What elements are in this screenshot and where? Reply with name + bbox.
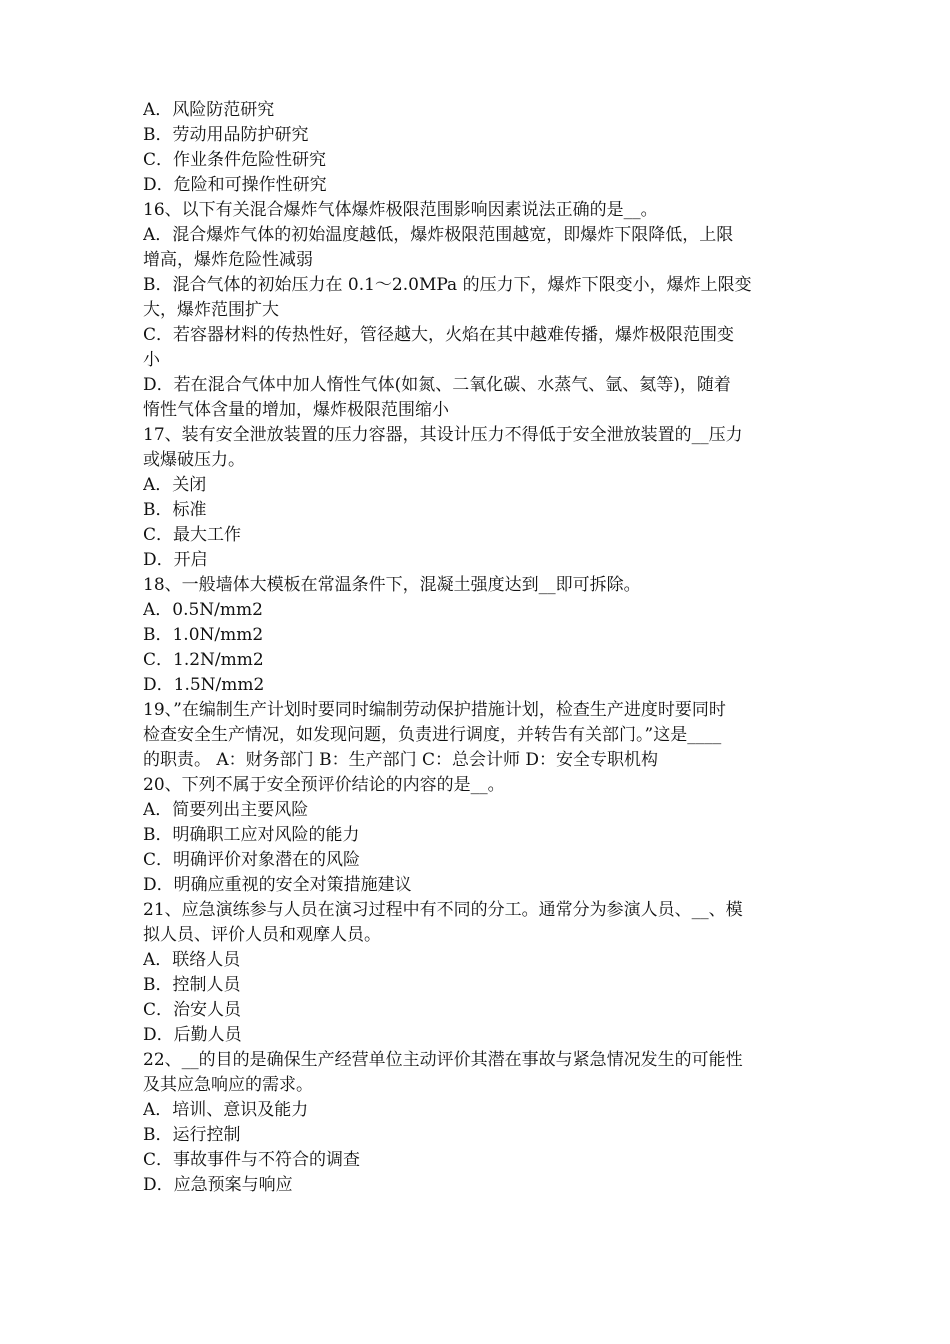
text-line: 16、以下有关混合爆炸气体爆炸极限范围影响因素说法正确的是__。 [143, 200, 658, 220]
text-line: D．1.5N/mm2 [143, 675, 265, 695]
text-line: C．治安人员 [143, 1000, 242, 1020]
text-line: 18、一般墙体大模板在常温条件下，混凝土强度达到__即可拆除。 [143, 575, 641, 595]
text-line: C．1.2N/mm2 [143, 650, 264, 670]
text-line: D．明确应重视的安全对策措施建议 [143, 875, 412, 895]
text-line: B．运行控制 [143, 1125, 241, 1145]
text-line: A．混合爆炸气体的初始温度越低，爆炸极限范围越宽，即爆炸下限降低，上限 [143, 225, 734, 245]
text-line: 增高，爆炸危险性减弱 [143, 250, 313, 270]
text-line: C．若容器材料的传热性好，管径越大，火焰在其中越难传播，爆炸极限范围变 [143, 325, 735, 345]
text-line: B．明确职工应对风险的能力 [143, 825, 360, 845]
text-line: 检查安全生产情况，如发现问题，负责进行调度，并转告有关部门。”这是____ [143, 725, 722, 745]
text-line: B．控制人员 [143, 975, 241, 995]
text-line: D．若在混合气体中加人惰性气体(如氮、二氧化碳、水蒸气、氩、氦等)，随着 [143, 375, 731, 395]
text-line: 大，爆炸范围扩大 [143, 300, 279, 320]
text-line: B．劳动用品防护研究 [143, 125, 309, 145]
text-line: C．最大工作 [143, 525, 242, 545]
document-page [143, 98, 813, 1198]
text-line: A．联络人员 [143, 950, 241, 970]
text-line: 惰性气体含量的增加，爆炸极限范围缩小 [143, 400, 449, 420]
text-line: C．明确评价对象潜在的风险 [143, 850, 361, 870]
text-line: A．0.5N/mm2 [143, 600, 263, 620]
text-line: 19、”在编制生产计划时要同时编制劳动保护措施计划，检查生产进度时要同时 [143, 700, 726, 720]
text-line: A．风险防范研究 [143, 100, 275, 120]
text-line: B．混合气体的初始压力在 0.1～2.0MPa 的压力下，爆炸下限变小，爆炸上限变 [143, 275, 752, 295]
text-line: D．开启 [143, 550, 208, 570]
text-line: 17、装有安全泄放装置的压力容器，其设计压力不得低于安全泄放装置的__压力 [143, 425, 743, 445]
text-line: A．培训、意识及能力 [143, 1100, 309, 1120]
text-line: D．应急预案与响应 [143, 1175, 293, 1195]
text-line: 小 [143, 350, 160, 370]
text-line: 22、__的目的是确保生产经营单位主动评价其潜在事故与紧急情况发生的可能性 [143, 1050, 743, 1070]
text-line: D．危险和可操作性研究 [143, 175, 327, 195]
text-line: 或爆破压力。 [143, 450, 245, 470]
text-line: B．标准 [143, 500, 207, 520]
text-line: A．简要列出主要风险 [143, 800, 309, 820]
text-line: C．作业条件危险性研究 [143, 150, 327, 170]
text-line: 的职责。 A：财务部门 B：生产部门 C：总会计师 D：安全专职机构 [143, 750, 659, 770]
text-line: 拟人员、评价人员和观摩人员。 [143, 925, 381, 945]
text-line: D．后勤人员 [143, 1025, 242, 1045]
text-line: C．事故事件与不符合的调查 [143, 1150, 361, 1170]
text-line: 20、下列不属于安全预评价结论的内容的是__。 [143, 775, 505, 795]
text-line: A．关闭 [143, 475, 207, 495]
text-line: B．1.0N/mm2 [143, 625, 264, 645]
text-line: 21、应急演练参与人员在演习过程中有不同的分工。通常分为参演人员、__、模 [143, 900, 743, 920]
text-line: 及其应急响应的需求。 [143, 1075, 313, 1095]
